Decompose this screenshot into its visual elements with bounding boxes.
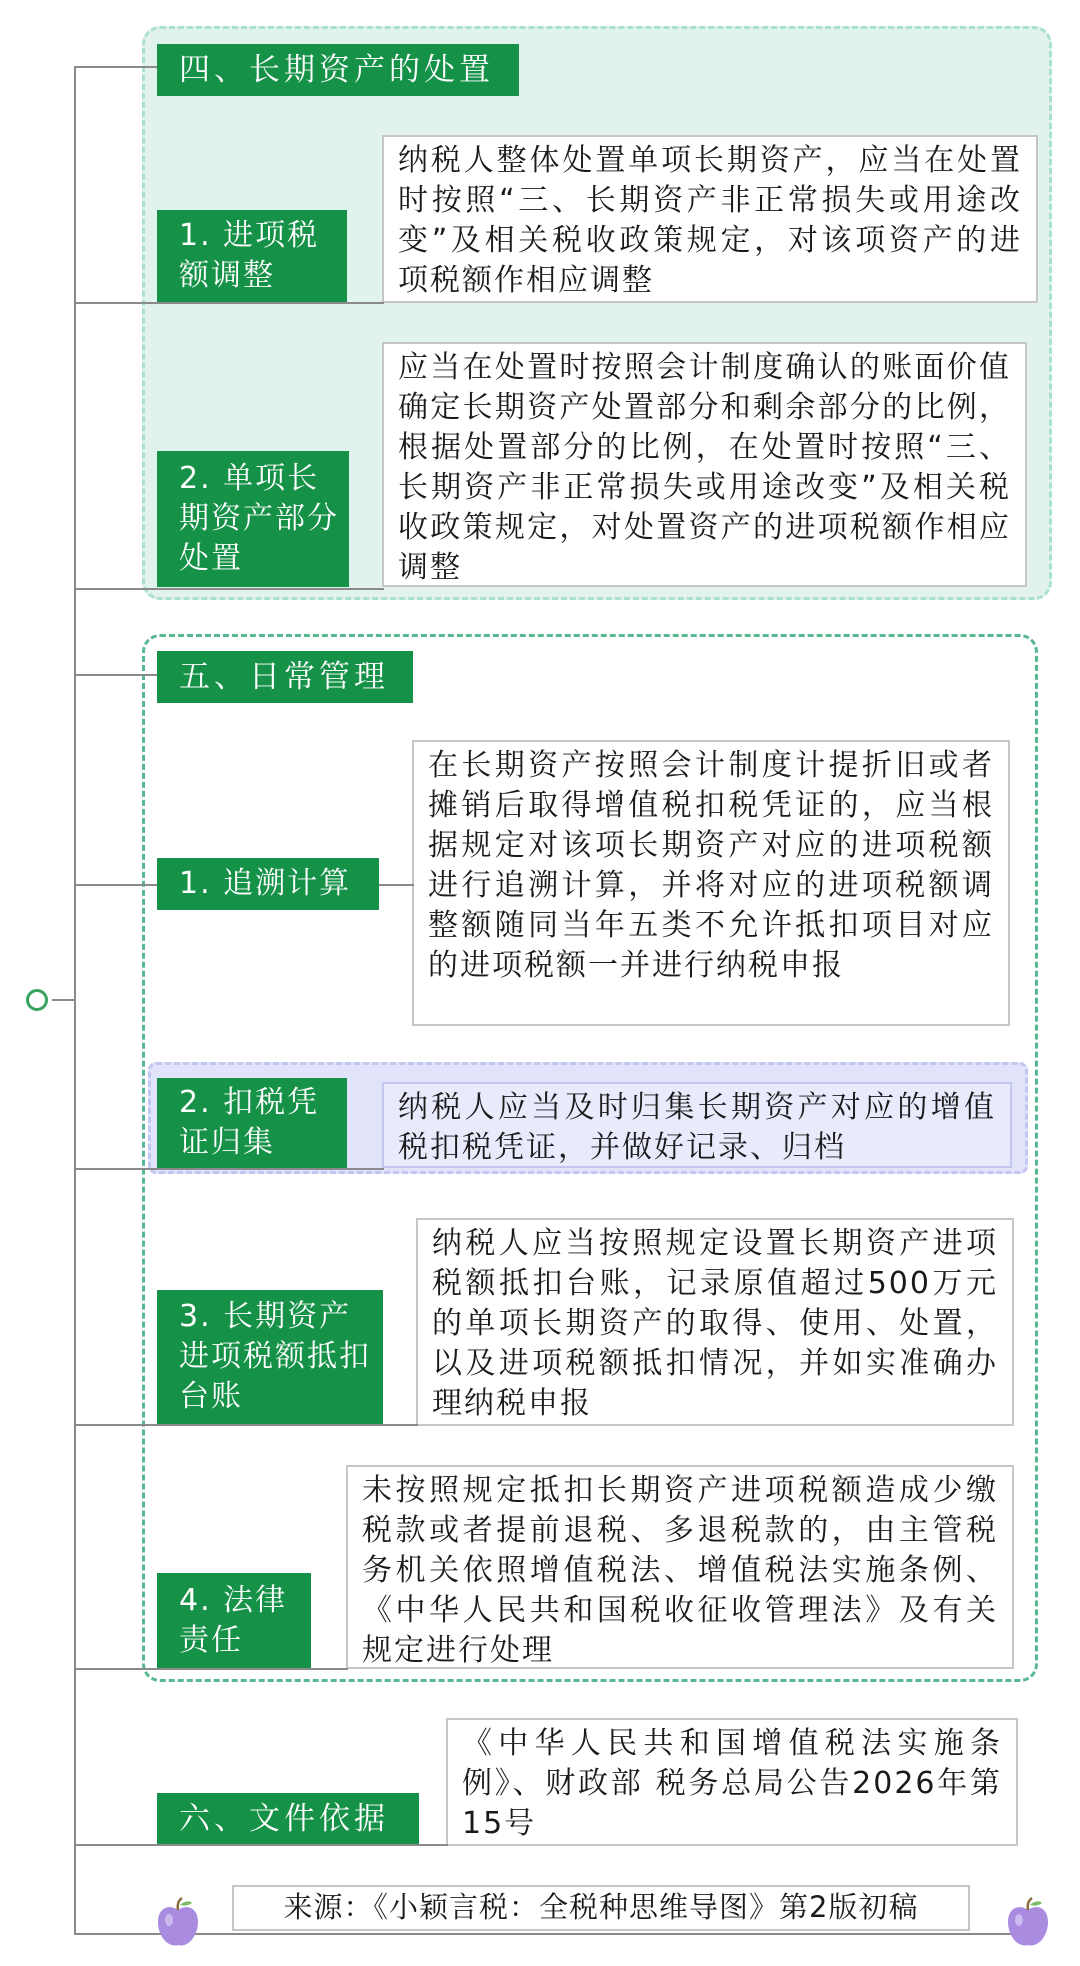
connector-section6	[74, 1844, 448, 1846]
section5-title[interactable]: 五、日常管理	[157, 651, 413, 703]
apple-icon	[154, 1896, 202, 1952]
connector-root	[52, 999, 74, 1001]
section4-item1-label[interactable]: 1. 进项税额调整	[157, 210, 347, 302]
source-label: 来源：《小颖言税：全税种思维导图》第2版初稿	[232, 1885, 970, 1931]
section5-item4-label[interactable]: 4. 法律责任	[157, 1573, 311, 1668]
connector-source	[74, 1933, 1024, 1935]
connector-section4-item1	[74, 302, 384, 304]
section6-title[interactable]: 六、文件依据	[157, 1793, 419, 1844]
section4-item2-label[interactable]: 2. 单项长期资产部分处置	[157, 451, 349, 587]
section5-item1-label[interactable]: 1. 追溯计算	[157, 858, 379, 910]
section6-text: 《中华人民共和国增值税法实施条例》、财政部 税务总局公告2026年第15号	[446, 1718, 1018, 1846]
connector-spine	[74, 66, 76, 1934]
section5-item2-text: 纳税人应当及时归集长期资产对应的增值税扣税凭证，并做好记录、归档	[382, 1082, 1012, 1168]
connector-section5-item2	[74, 1168, 384, 1170]
connector-section4-item2	[74, 588, 384, 590]
root-node-icon[interactable]	[26, 989, 48, 1011]
section5-item3-label[interactable]: 3. 长期资产进项税额抵扣台账	[157, 1290, 383, 1424]
connector-section5-item4	[74, 1668, 348, 1670]
connector-section5-item3	[74, 1424, 418, 1426]
connector-section5-title	[74, 674, 158, 676]
section5-item2-label[interactable]: 2. 扣税凭证归集	[157, 1078, 347, 1168]
section5-item3-text: 纳税人应当按照规定设置长期资产进项税额抵扣台账，记录原值超过500万元的单项长期资产的取得、使用、处置，以及进项税额抵扣情况，并如实准确办理纳税申报	[416, 1218, 1014, 1426]
section5-item1-text: 在长期资产按照会计制度计提折旧或者摊销后取得增值税扣税凭证的，应当根据规定对该项长期资产对应的进项税额进行追溯计算，并将对应的进项税额调整额随同当年五类不允许抵扣项目对应的进项税额一并进行纳税申报	[412, 740, 1010, 1026]
section4-item2-text: 应当在处置时按照会计制度确认的账面价值确定长期资产处置部分和剩余部分的比例，根据处置部分的比例，在处置时按照“三、长期资产非正常损失或用途改变”及相关税收政策规定，对处置资产的进项税额作相应调整	[382, 342, 1027, 587]
section5-item4-text: 未按照规定抵扣长期资产进项税额造成少缴税款或者提前退税、多退税款的，由主管税务机关依照增值税法、增值税法实施条例、《中华人民共和国税收征收管理法》及有关规定进行处理	[346, 1465, 1014, 1669]
apple-icon	[1004, 1896, 1052, 1952]
connector-section4-title	[74, 66, 158, 68]
section4-item1-text: 纳税人整体处置单项长期资产，应当在处置时按照“三、长期资产非正常损失或用途改变”及相关税收政策规定，对该项资产的进项税额作相应调整	[382, 135, 1038, 303]
section4-title[interactable]: 四、长期资产的处置	[157, 44, 519, 96]
